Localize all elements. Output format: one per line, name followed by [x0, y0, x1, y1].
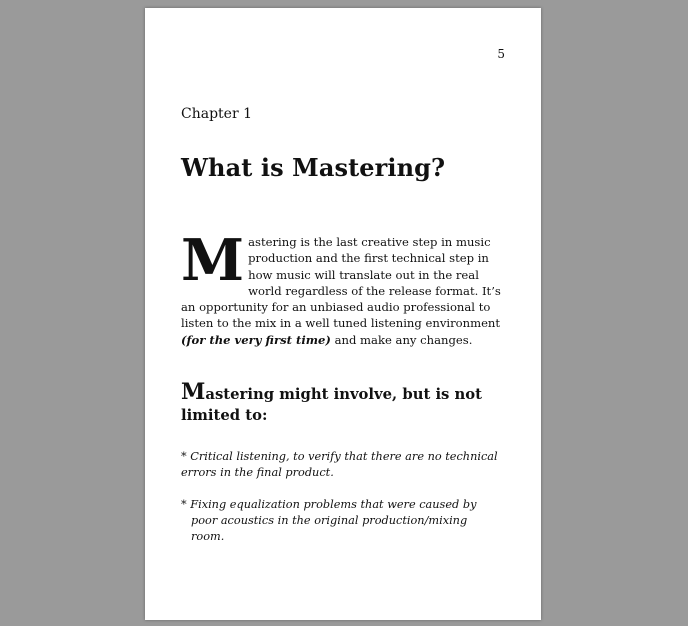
section-subheading — [181, 379, 501, 426]
list-item — [181, 497, 503, 545]
list-item — [181, 449, 503, 481]
bullet-marker: * — [181, 450, 187, 463]
page-number: 5 — [497, 47, 505, 61]
subheading-text: astering might involve, but is not limited to: — [181, 386, 483, 424]
document-page — [145, 8, 541, 620]
bullet-text: Critical listening, to verify that there are no technical errors in the final product. — [181, 450, 498, 479]
intro-text: astering is the last creative step in music production and the first technical step in how music will translate out in the real world regardless of the release format. It’s an opportunity for an unbiased audio professional to listen to the mix in a well tuned listening environment — [181, 235, 501, 331]
page-title: What is Mastering? — [181, 153, 446, 182]
subheading-initial: M — [181, 379, 206, 405]
intro-emphasis: (for the very first time) — [181, 332, 331, 347]
intro-text-end: and make any changes. — [330, 332, 473, 347]
bullet-marker: * — [181, 498, 187, 511]
bullet-text: Fixing equalization problems that were caused by poor acoustics in the original production/mixing room. — [190, 498, 477, 543]
chapter-label: Chapter 1 — [181, 106, 252, 122]
intro-paragraph — [181, 227, 501, 348]
drop-cap: M — [181, 227, 245, 294]
